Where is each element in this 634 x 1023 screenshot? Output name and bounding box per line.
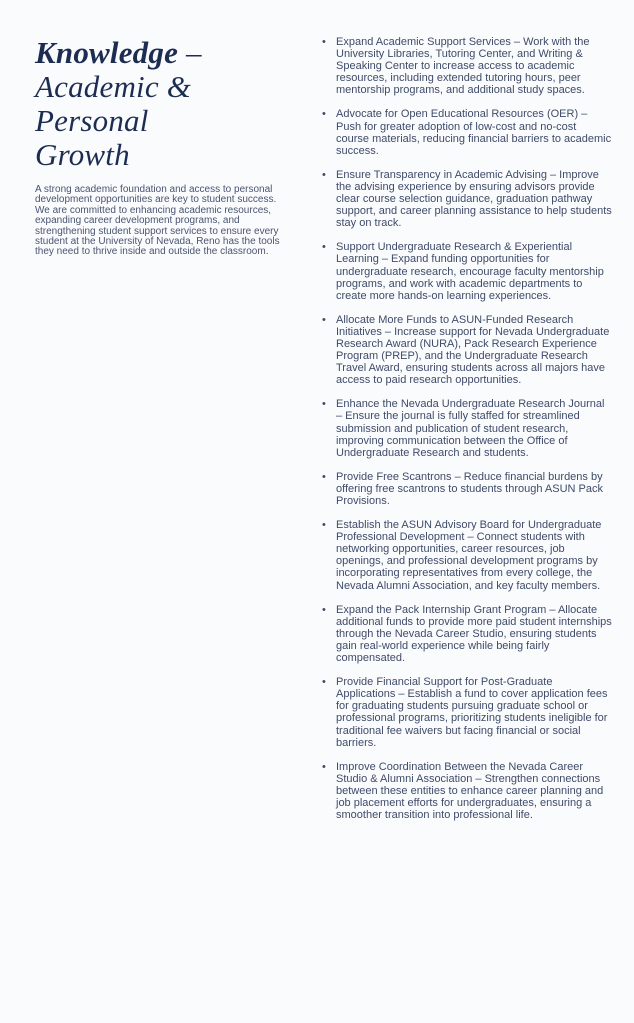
intro-paragraph: A strong academic foundation and access to personal development opportunities are key to student success. We are committed to enhancing academic resources, expanding career development programs, and strengthening student support services to ensure every student at the University of Nevada, Reno has the tools they need to thrive inside and outside the classroom. xyxy=(35,184,280,258)
bullet-text: Support Undergraduate Research & Experiential Learning – Expand funding opportunities for undergraduate research, encourage faculty mentorship programs, and work with academic departments to create more hands-on learning experiences. xyxy=(336,241,604,302)
list-item xyxy=(322,314,612,387)
bullet-icon: • xyxy=(322,108,326,121)
intro-column xyxy=(35,36,293,258)
bullet-icon: • xyxy=(322,603,326,616)
bullet-text: Expand the Pack Internship Grant Program – Allocate additional funds to provide more paid student internships through the Nevada Career Studio, ensuring students gain real-world experience while being fairly compensated. xyxy=(336,603,612,665)
bullet-text: Expand Academic Support Services – Work with the University Libraries, Tutoring Center, and Writing & Speaking Center to increase access to academic resources, including extended tutoring hours, peer mentorship programs, and additional study spaces. xyxy=(336,36,590,97)
bullet-icon: • xyxy=(322,241,326,254)
initiatives-column xyxy=(322,36,612,833)
bullet-text: Enhance the Nevada Undergraduate Research Journal – Ensure the journal is fully staffed for streamlined submission and publication of student research, improving communication between the Office of Undergraduate Research and students. xyxy=(336,398,605,459)
bullet-icon: • xyxy=(322,519,326,532)
page-title xyxy=(35,36,250,172)
list-item xyxy=(322,761,612,821)
bullet-text: Establish the ASUN Advisory Board for Undergraduate Professional Development – Connect students with networking opportunities, career resources, job openings, and professional development programs by incorporating representatives from every college, the Nevada Alumni Association, and key faculty members. xyxy=(336,519,602,592)
list-item xyxy=(322,604,612,664)
list-item xyxy=(322,676,612,749)
bullet-text: Improve Coordination Between the Nevada Career Studio & Alumni Association – Strengthen connections between these entities to enhance career planning and job placement efforts for undergraduates, ensuring a smoother transition into professional life. xyxy=(336,760,604,822)
page-title-emphasis: Knowledge xyxy=(35,35,179,70)
bullet-icon: • xyxy=(322,36,326,48)
bullet-icon: • xyxy=(322,760,326,773)
bullet-text: Ensure Transparency in Academic Advising – Improve the advising experience by ensuring advisors provide clear course selection guidance, graduation pathway support, and career planning assistance to help students stay on track. xyxy=(336,168,612,230)
list-item xyxy=(322,471,612,507)
bullet-text: Advocate for Open Educational Resources (OER) – Push for greater adoption of low-cost and no-cost course materials, reducing financial barriers to academic success. xyxy=(336,108,612,157)
bullet-icon: • xyxy=(322,470,326,483)
list-item xyxy=(322,36,612,96)
list-item xyxy=(322,398,612,458)
bullet-icon: • xyxy=(322,168,326,181)
bullet-text: Provide Free Scantrons – Reduce financial burdens by offering free scantrons to students through ASUN Pack Provisions. xyxy=(336,470,604,507)
list-item xyxy=(322,241,612,301)
list-item xyxy=(322,519,612,592)
initiatives-list xyxy=(322,36,612,821)
list-item xyxy=(322,169,612,229)
bullet-icon: • xyxy=(322,398,326,411)
list-item xyxy=(322,108,612,156)
bullet-text: Allocate More Funds to ASUN-Funded Research Initiatives – Increase support for Nevada Undergraduate Research Award (NURA), Pack Research Experience Program (PREP), and the Undergraduate Research Travel Award, ensuring students across all majors have access to paid research opportunities. xyxy=(336,313,610,387)
bullet-text: Provide Financial Support for Post-Graduate Applications – Establish a fund to cover application fees for graduating students pursuing graduate school or professional programs, prioritizing students ineligible for traditional fee waivers but facing financial or social barriers. xyxy=(336,676,608,749)
page-title-rest: – Academic & Personal Growth xyxy=(35,35,202,172)
bullet-icon: • xyxy=(322,313,326,326)
bullet-icon: • xyxy=(322,676,326,689)
